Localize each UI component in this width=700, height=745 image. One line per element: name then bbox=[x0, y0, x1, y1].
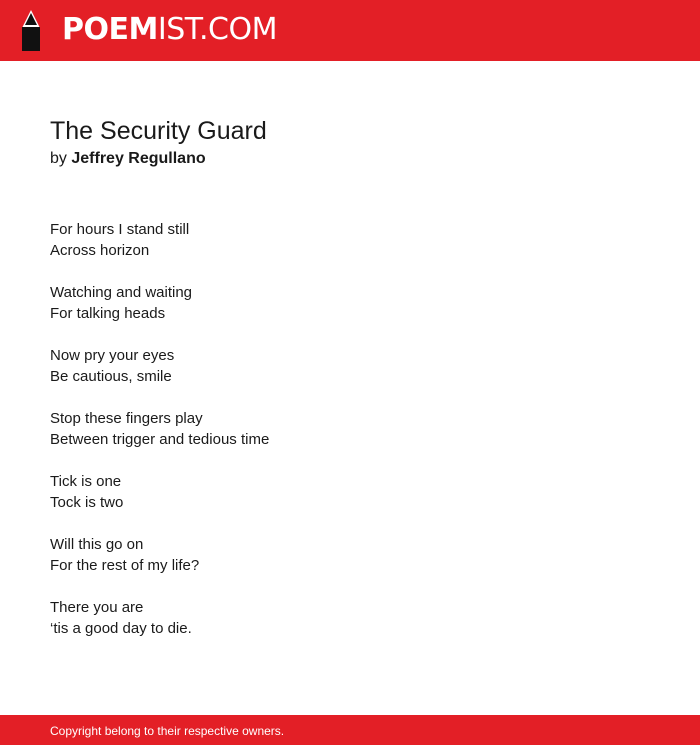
poem-line: For the rest of my life? bbox=[50, 557, 200, 574]
poem-line: Now pry your eyes bbox=[50, 347, 175, 364]
poem-line: Between trigger and tedious time bbox=[50, 431, 270, 448]
author-name[interactable]: Jeffrey Regullano bbox=[71, 150, 206, 167]
poem-line: Will this go on bbox=[50, 536, 144, 553]
byline bbox=[50, 149, 206, 169]
site-logo[interactable] bbox=[62, 13, 277, 47]
by-label: by bbox=[50, 150, 67, 167]
copyright-text: Copyright belong to their respective owners. bbox=[50, 724, 285, 738]
stanza bbox=[50, 471, 650, 513]
site-header bbox=[0, 0, 700, 61]
poem-title: The Security Guard bbox=[50, 117, 267, 145]
poem-line: ‘tis a good day to die. bbox=[50, 620, 192, 637]
stanza bbox=[50, 597, 650, 639]
stanza bbox=[50, 282, 650, 324]
stanza bbox=[50, 408, 650, 450]
stanza bbox=[50, 345, 650, 387]
logo-text-bold: POEM bbox=[62, 12, 158, 47]
poem-line: Stop these fingers play bbox=[50, 410, 203, 427]
poem-line: For talking heads bbox=[50, 305, 166, 322]
poem-line: Tick is one bbox=[50, 473, 122, 490]
poem-line: For hours I stand still bbox=[50, 221, 190, 238]
stanza bbox=[50, 219, 650, 261]
poem-line: There you are bbox=[50, 599, 144, 616]
site-footer bbox=[0, 715, 700, 745]
poem-line: Watching and waiting bbox=[50, 284, 193, 301]
poem-line: Be cautious, smile bbox=[50, 368, 172, 385]
poem-body bbox=[50, 219, 650, 660]
stanza bbox=[50, 534, 650, 576]
poem-line: Tock is two bbox=[50, 494, 124, 511]
logo-text-light: IST.COM bbox=[157, 12, 277, 47]
poem-line: Across horizon bbox=[50, 242, 150, 259]
pencil-icon[interactable] bbox=[18, 10, 44, 51]
